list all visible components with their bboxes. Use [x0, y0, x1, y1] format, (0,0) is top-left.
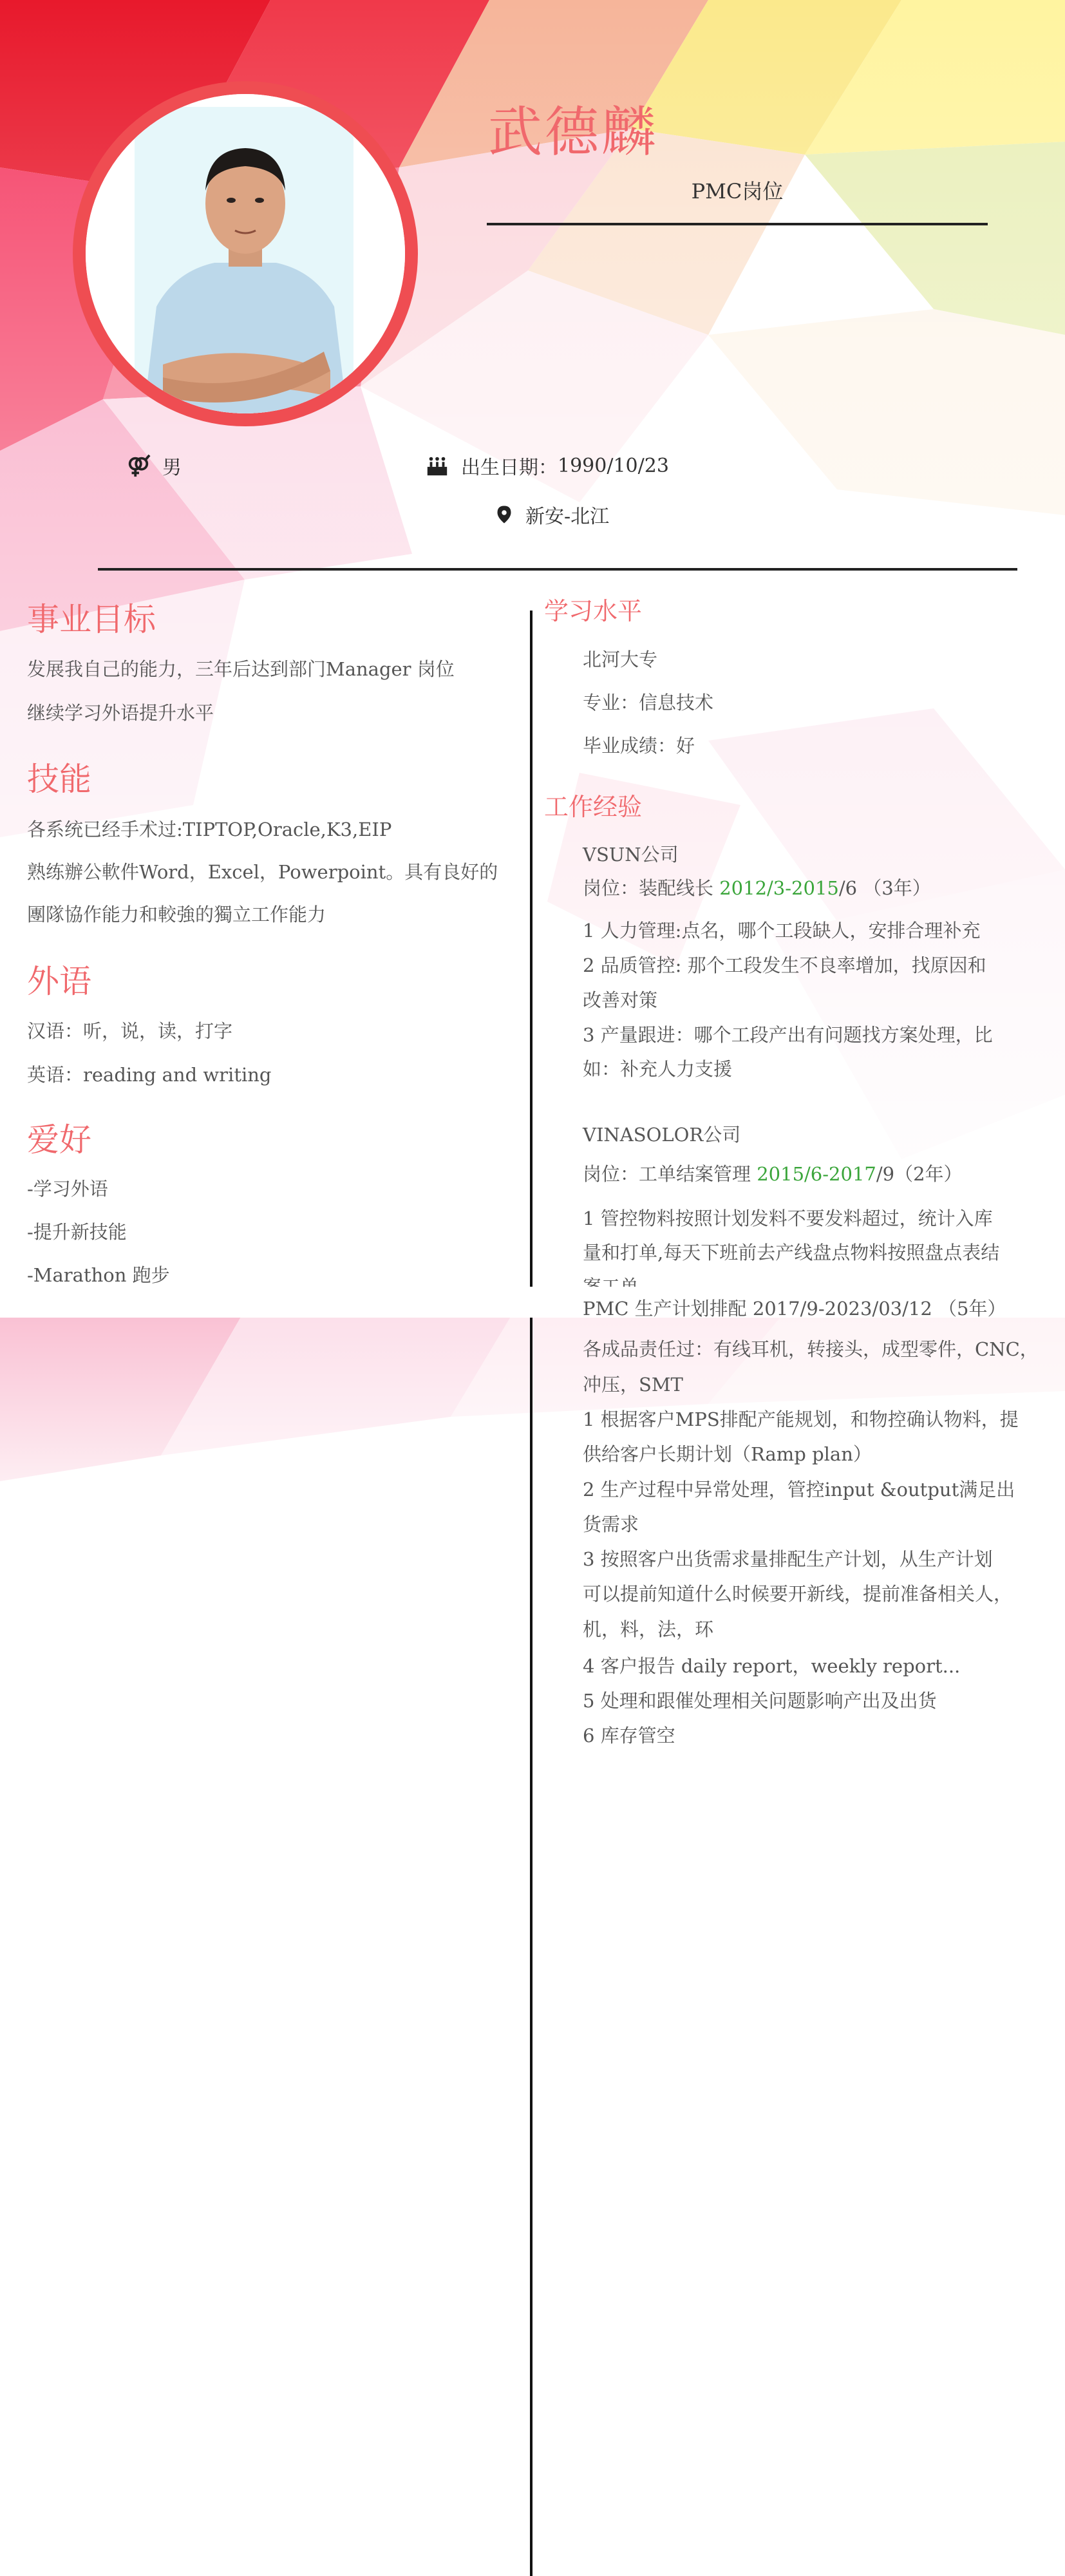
job3-title: PMC 生产计划排配 2017/9-2023/03/12 （5年） — [583, 1298, 1006, 1320]
job1-duty-3: 改善对策 — [583, 989, 658, 1011]
gender-icon — [126, 453, 151, 478]
location-value: 新安-北江 — [525, 506, 610, 528]
education-school: 北河大专 — [583, 649, 658, 670]
birth-date: 1990/10/23 — [558, 454, 669, 477]
person-portrait-icon — [86, 94, 405, 413]
job3-duty-12: 6 库存管空 — [583, 1725, 675, 1747]
birthday-cake-icon — [425, 453, 449, 478]
job3-duty-5: 2 生产过程中异常处理，管控input &output满足出 — [583, 1479, 1015, 1501]
column-divider — [530, 611, 532, 2576]
job3-duty-3: 1 根据客户MPS排配产能规划，和物控确认物料，提 — [583, 1408, 1019, 1430]
gender-info — [126, 451, 182, 480]
job3-duty-10: 4 客户报告 daily report，weekly report... — [583, 1655, 961, 1677]
profile-photo — [86, 94, 405, 413]
birth-label: 出生日期： — [461, 457, 558, 479]
career-goal-heading: 事业目标 — [27, 601, 156, 638]
job2-role: 岗位：工单结案管理 2015/6-2017/9（2年） — [583, 1163, 963, 1185]
skills-line-1: 各系统已经手术过:TIPTOP,Oracle,K3,EIP — [27, 819, 392, 840]
job1-duty-1: 1 人力管理:点名，哪个工段缺人，安排合理补充 — [583, 920, 981, 942]
skills-line-3: 團隊協作能力和較強的獨立工作能力 — [27, 904, 326, 925]
language-line-2: 英语：reading and writing — [27, 1064, 272, 1086]
name-divider — [487, 223, 988, 225]
job1-role: 岗位：装配线长 2012/3-2015/6 （3年） — [583, 877, 931, 899]
hobby-heading: 爱好 — [27, 1121, 91, 1159]
education-major: 专业：信息技术 — [583, 692, 714, 714]
hobby-line-3: -Marathon 跑步 — [27, 1264, 170, 1286]
skills-line-2: 熟练辦公軟件Word，Excel，Powerpoint。具有良好的 — [27, 861, 498, 883]
candidate-name: 武德麟 — [488, 100, 659, 164]
job1-duty-5: 如：补充人力支援 — [583, 1058, 733, 1080]
hobby-line-2: -提升新技能 — [27, 1221, 127, 1243]
job1-duty-4: 3 产量跟进：哪个工段产出有问题找方案处理，比 — [583, 1024, 993, 1046]
header-divider — [98, 568, 1017, 571]
education-heading: 学习水平 — [544, 597, 643, 625]
job-position: PMC岗位 — [691, 179, 784, 204]
job3-duty-6: 货需求 — [583, 1513, 639, 1535]
work-heading: 工作经验 — [544, 793, 643, 821]
location-pin-icon — [495, 502, 514, 527]
hobby-line-1: -学习外语 — [27, 1178, 108, 1200]
location-info — [495, 500, 609, 529]
job2-duty-2: 量和打单,每天下班前去产线盘点物料按照盘点表结 — [583, 1242, 1000, 1264]
profile-photo-ring — [73, 81, 418, 426]
job3-duty-7: 3 按照客户出货需求量排配生产计划，从生产计划 — [583, 1548, 993, 1570]
job3-duty-11: 5 处理和跟催处理相关问题影响产出及出货 — [583, 1690, 937, 1712]
gender-value: 男 — [162, 457, 182, 479]
job2-company: VINASOLOR公司 — [583, 1124, 741, 1146]
career-goal-line-1: 发展我自己的能力，三年后达到部门Manager 岗位 — [27, 658, 455, 680]
job1-duty-2: 2 品质管控: 那个工段发生不良率增加，找原因和 — [583, 954, 986, 976]
education-grade: 毕业成绩：好 — [583, 735, 695, 757]
job1-company: VSUN公司 — [583, 844, 679, 866]
language-heading: 外语 — [27, 963, 91, 1000]
job3-duty-9: 机，料，法，环 — [583, 1618, 714, 1640]
career-goal-line-2: 继续学习外语提升水平 — [27, 702, 214, 724]
language-line-1: 汉语：听，说，读，打字 — [27, 1020, 233, 1042]
job3-duty-8: 可以提前知道什么时候要开新线，提前准备相关人， — [583, 1583, 1013, 1605]
skills-heading: 技能 — [27, 761, 91, 798]
job3-duty-1: 各成品责任过：有线耳机，转接头，成型零件，CNC， — [583, 1338, 1039, 1360]
job2-duty-1: 1 管控物料按照计划发料不要发料超过，统计入库 — [583, 1208, 993, 1229]
birth-info — [425, 451, 669, 480]
job3-duty-2: 冲压，SMT — [583, 1374, 683, 1396]
job3-duty-4: 供给客户长期计划（Ramp plan） — [583, 1443, 872, 1465]
